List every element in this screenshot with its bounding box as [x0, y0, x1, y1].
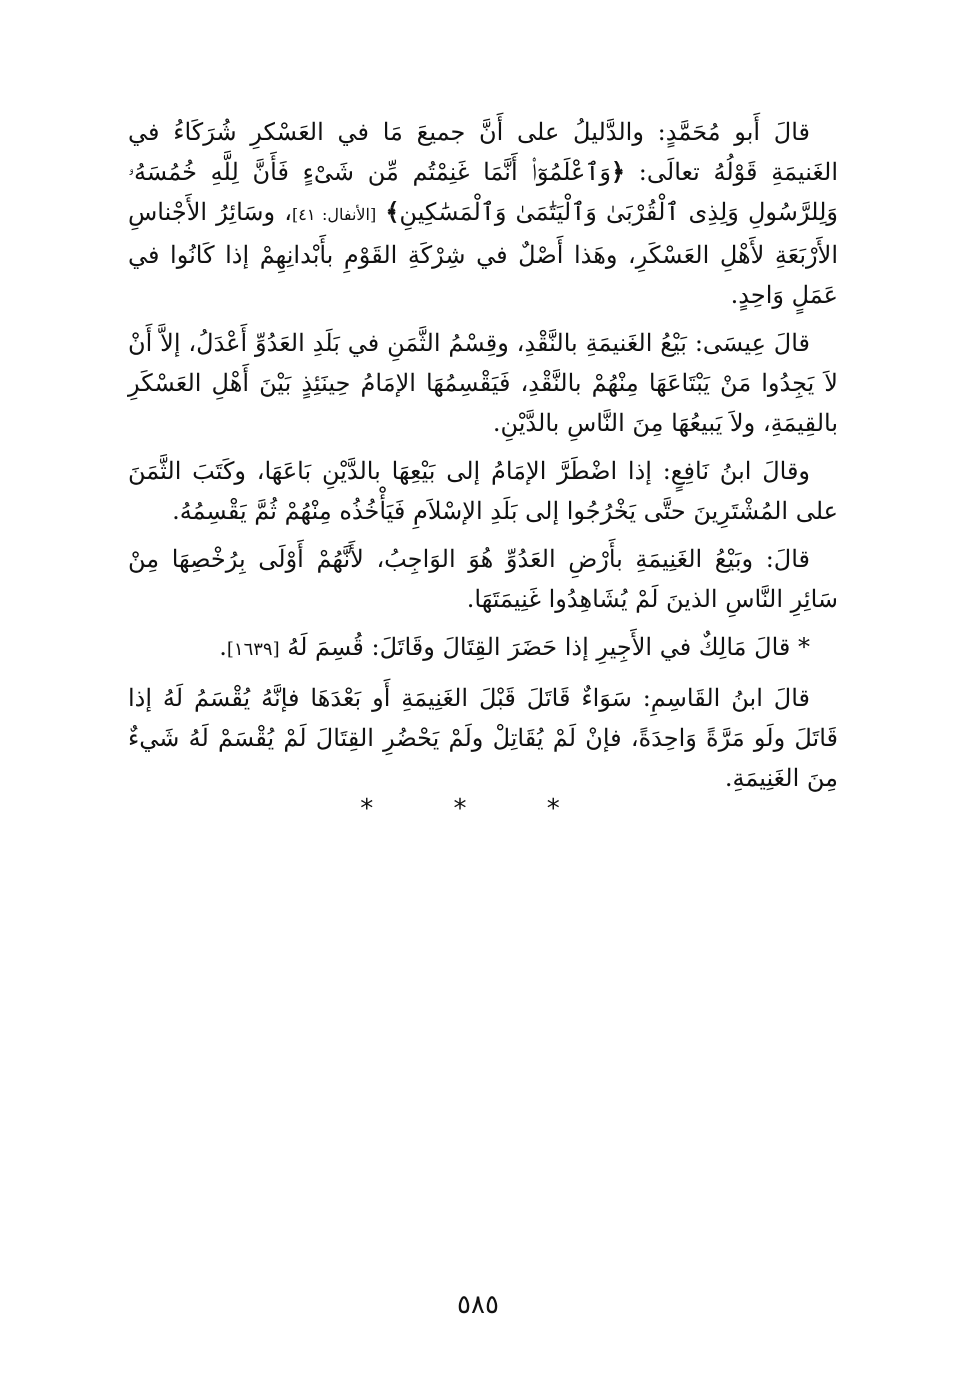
- paragraph-5-end: .: [219, 633, 227, 661]
- paragraph-3: وقالَ ابنُ نَافِعٍ: إذا اضْطَرَّ الإمَامُ إلى بَيْعِهَا بالدَّيْنِ بَاعَهَا، وكَتَبَ الثَّمَنَ على المُشْتَرِينَ حتَّى يَخْرُجُوا إلى بَلَدِ الإسْلاَمِ فَيَأْخُذُه مِنْهُمْ ثُمَّ يَقْسِمُهُ.: [128, 457, 838, 525]
- paragraph-6: قالَ ابنُ القَاسِمِ: سَوَاءٌ قَاتَلَ قَبْلَ الغَنِيمَةِ أَو بَعْدَهَا فإنَّهُ يُقْسَمُ لَهُ إذا قَاتَلَ ولَو مَرَّةً وَاحِدَةً، فإنْ لَمْ يُقَاتِلْ ولَمْ يَحْضُرِ القِتَالَ لَمْ يُقْسَمْ لَهُ شَيءٌ مِنَ الغَنِيمَةِ.: [128, 684, 838, 792]
- paragraph-1-continuation: ، وسَائِرُ الأَجْناسِ الأَرْبَعَةِ لأَهْلِ العَسْكَرِ، وهَذا أَصْلٌ في شِرْكَةِ القَوْمِ بأَبْدانِهِمْ إذا كَانُوا في عَمَلٍ وَاحِدٍ.: [128, 198, 838, 309]
- paragraph-5-text: * قالَ مَالِكٌ في الأَجِيرِ إذا حَضَرَ القِتَالَ وقَاتَلَ: قُسِمَ لَهُ: [279, 633, 810, 661]
- paragraph-2: قالَ عِيسَى: بَيْعُ الغَنيمَةِ بالنَّقْدِ، وقِسْمُ الثَّمَنِ في بَلَدِ العَدُوِّ أَعْدَلُ، إلاَّ أَنْ لاَ يَجِدُوا مَنْ يَبْتَاعَهَا مِنْهُمْ بالنَّقْدِ، فَيَقْسِمُهَا الإمَامُ حِينَئِذٍ بَيْنَ أَهْلِ العَسْكَرِ بالقِيمَةِ، ولاَ يَبيعُهَا مِنَ النَّاسِ بالدَّيْنِ.: [128, 329, 838, 437]
- paragraph-5: [128, 627, 838, 670]
- paragraph-4: قالَ: وبَيْعُ الغَنِيمَةِ بأَرْضِ العَدُوِّ هُوَ الوَاجِبُ، لأَنَّهُمْ أَوْلَى بِرُخْصِهَا مِنْ سَائِرِ النَّاسِ الذينَ لَمْ يُشَاهِدُوا غَنِيمَتَهَا.: [128, 545, 838, 613]
- page-number: ٥٨٥: [457, 1290, 499, 1320]
- section-separator-stars: * * *: [360, 794, 596, 824]
- paragraph-1: [128, 112, 838, 315]
- quran-verse-reference: [الأنفال: ٤١]: [291, 205, 377, 224]
- paragraph-1-intro: قالَ أَبو مُحَمَّدٍ: والدَّليلُ على أَنَّ جميعَ مَا في العَسْكرِ شُرَكَاءُ في الغَنيمَةِ قَوْلُهُ تعالَى:: [128, 118, 838, 186]
- page-body: [128, 112, 838, 806]
- paragraph-5-reference-number: [١٦٣٩]: [226, 639, 280, 660]
- quran-verse: وَٱعْلَمُوٓا۟ أَنَّمَا غَنِمْتُم مِّن شَىْءٍ فَأَنَّ لِلَّهِ خُمُسَهُۥ وَلِلرَّسُولِ وَلِذِى ٱلْقُرْبَىٰ وَٱلْيَتَٰمَىٰ وَٱلْمَسَٰكِينِ: [128, 158, 838, 226]
- quran-verse-close-bracket: ﴾: [385, 197, 400, 226]
- quran-verse-open-bracket: ﴿: [611, 157, 626, 186]
